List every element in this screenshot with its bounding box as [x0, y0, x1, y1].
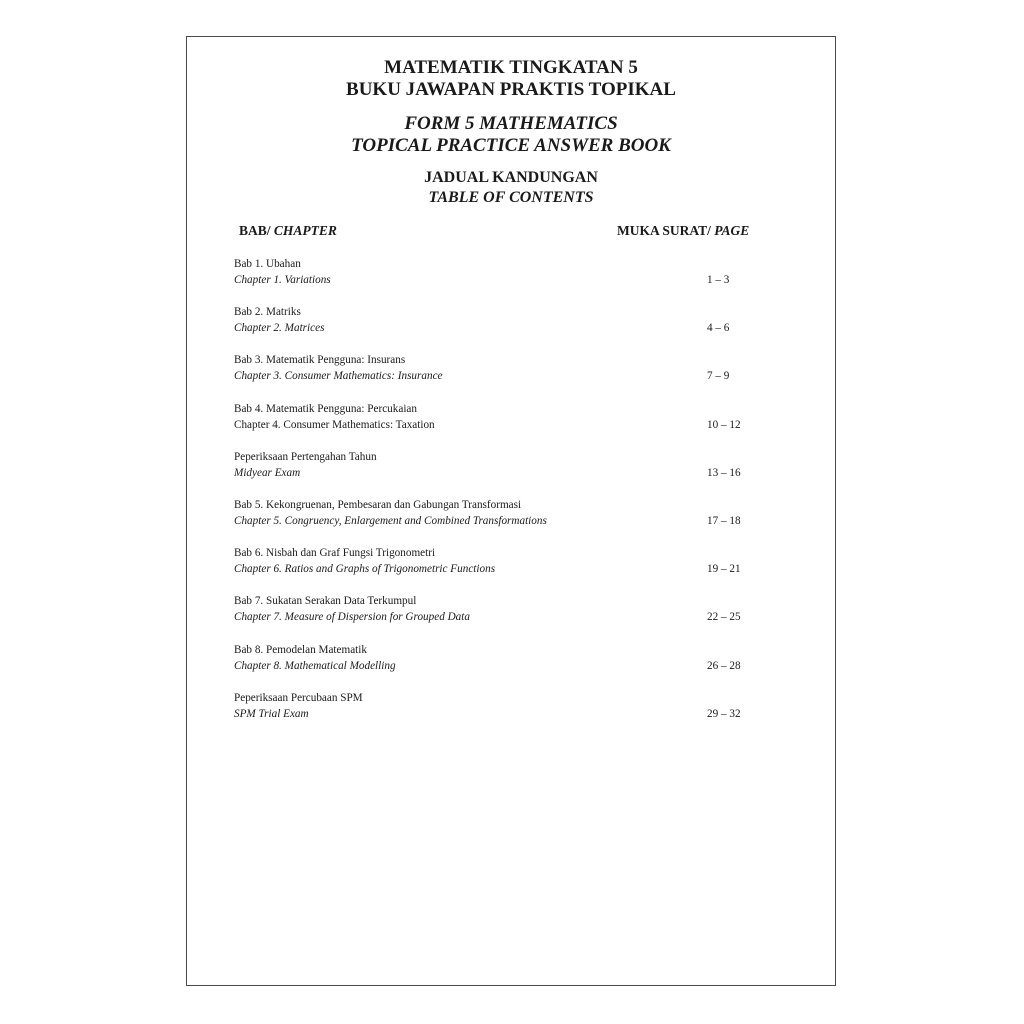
chapter-header-malay: BAB/	[239, 223, 271, 238]
title-line-book: BUKU JAWAPAN PRAKTIS TOPIKAL	[346, 79, 676, 100]
entry-title-malay: Peperiksaan Percubaan SPM	[234, 691, 363, 704]
entry-title-english: Chapter 8. Mathematical Modelling	[234, 659, 396, 672]
toc-entry	[234, 593, 794, 625]
toc-entry	[234, 256, 794, 288]
entry-page-range: 4 – 6	[707, 322, 730, 335]
entry-title-english: Midyear Exam	[234, 466, 301, 479]
title-line-subject-english: FORM 5 MATHEMATICS	[404, 113, 618, 134]
entry-page-range: 26 – 28	[707, 659, 741, 672]
page-header-english: PAGE	[714, 223, 750, 238]
entry-page-range: 7 – 9	[707, 370, 730, 383]
title-line-book-english: TOPICAL PRACTICE ANSWER BOOK	[351, 135, 671, 156]
page-header-malay: MUKA SURAT/	[617, 223, 711, 238]
entry-title-malay: Peperiksaan Pertengahan Tahun	[234, 450, 377, 463]
entry-page-range: 17 – 18	[707, 514, 741, 527]
entry-title-english: SPM Trial Exam	[234, 707, 309, 720]
page-column-header	[617, 223, 749, 239]
entry-page-range: 19 – 21	[707, 563, 741, 576]
english-title	[187, 113, 835, 157]
entry-title-malay: Bab 5. Kekongruenan, Pembesaran dan Gabungan Transformasi	[234, 498, 522, 511]
toc-entry	[234, 449, 794, 481]
entry-title-english: Chapter 7. Measure of Dispersion for Grouped Data	[234, 611, 470, 624]
entry-page-range: 1 – 3	[707, 274, 730, 286]
toc-heading-english: TABLE OF CONTENTS	[428, 189, 594, 206]
entry-title-english: Chapter 5. Congruency, Enlargement and Combined Transformations	[234, 514, 547, 527]
toc-entries	[234, 256, 794, 738]
entry-title-english: Chapter 6. Ratios and Graphs of Trigonometric Functions	[234, 563, 496, 576]
toc-entry	[234, 304, 794, 336]
entry-title-malay: Bab 1. Ubahan	[234, 258, 301, 270]
entry-page-range: 13 – 16	[707, 466, 741, 479]
toc-entry	[234, 690, 794, 722]
malay-title	[187, 57, 835, 101]
answer-book-page	[186, 36, 836, 986]
chapter-column-header	[239, 223, 337, 239]
toc-heading	[187, 168, 835, 208]
entry-title-malay: Bab 4. Matematik Pengguna: Percukaian	[234, 402, 417, 415]
toc-entry	[234, 642, 794, 674]
entry-title-malay: Bab 6. Nisbah dan Graf Fungsi Trigonometri	[234, 547, 436, 560]
toc-entry	[234, 352, 794, 384]
entry-title-malay: Bab 8. Pemodelan Matematik	[234, 643, 367, 656]
chapter-header-english: CHAPTER	[273, 223, 337, 238]
entry-title-malay: Bab 2. Matriks	[234, 306, 301, 319]
title-line-subject: MATEMATIK TINGKATAN 5	[384, 57, 638, 78]
entry-title-english: Chapter 4. Consumer Mathematics: Taxation	[234, 418, 435, 431]
toc-entry	[234, 401, 794, 433]
entry-page-range: 29 – 32	[707, 707, 741, 720]
entry-page-range: 22 – 25	[707, 611, 741, 624]
entry-title-english: Chapter 2. Matrices	[234, 322, 325, 335]
entry-page-range: 10 – 12	[707, 418, 741, 431]
toc-entry	[234, 497, 794, 529]
entry-title-malay: Bab 7. Sukatan Serakan Data Terkumpul	[234, 595, 417, 608]
entry-title-english: Chapter 1. Variations	[234, 274, 331, 286]
toc-entry	[234, 545, 794, 577]
toc-heading-malay: JADUAL KANDUNGAN	[424, 169, 598, 186]
entry-title-english: Chapter 3. Consumer Mathematics: Insurance	[234, 370, 443, 383]
entry-title-malay: Bab 3. Matematik Pengguna: Insurans	[234, 354, 406, 367]
